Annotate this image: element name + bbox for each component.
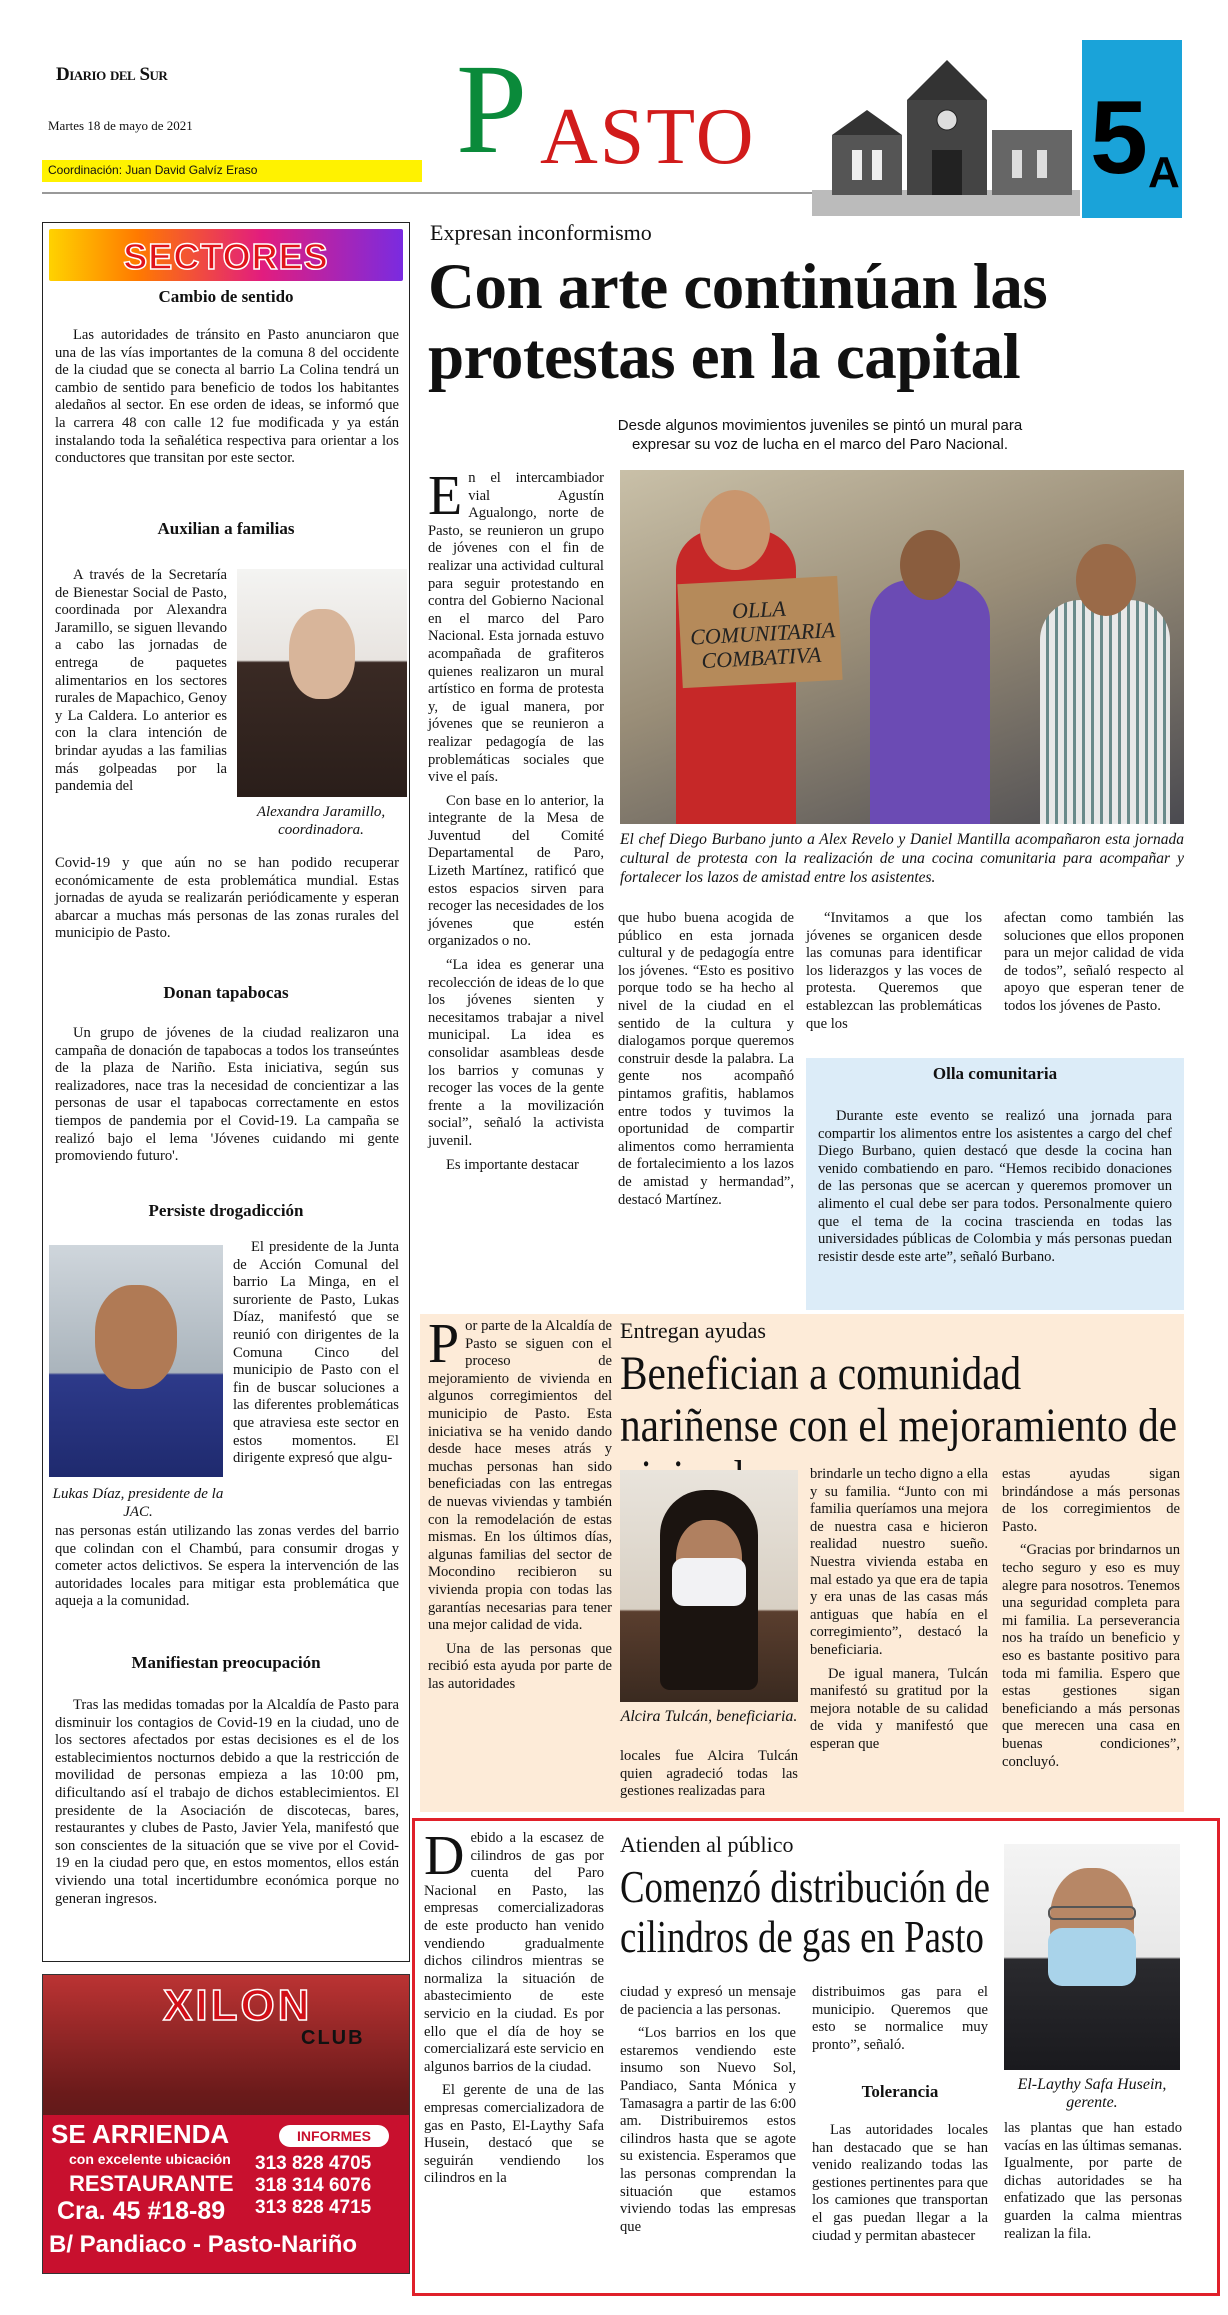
protest-caption: El chef Diego Burbano junto a Alex Revelo y Daniel Mantilla acompañaron esta jornada cultural de protesta con la realización de una cocina comunitaria para acompañar y fortalecer los lazos de amistad entre los asistentes. (620, 831, 1184, 886)
story2-col2-p1: brindarle un techo digno a ella y su familia. “Junto con mi familia queríamos una mejora de nuestra casa e hicieron realidad nuestro sueño. Nuestra vivienda estaba en mal estado ya que era de tapia y era unas de las casas más antiguas que había en el corregimiento”, destacó la beneficiaria. (810, 1466, 988, 1658)
xilon-ad (42, 1974, 410, 2274)
husein-caption: El-Laythy Safa Husein, gerente. (1017, 2076, 1167, 2111)
main-deck: Desde algunos movimientos juveniles se pintó un mural para expresar su voz de lucha en el marco del Paro Nacional. (617, 417, 1023, 453)
main-col1-p4: Es importante destacar (446, 1156, 579, 1173)
main-col1-p3: “La idea es generar una recolección de ideas de lo que los jóvenes sienten y necesitamos trabajar a nivel municipal. La idea es consolidar asambleas desde los barrios y comunas y recoger las voces de la gente frente a la movilización social”, señaló la activista juvenil. (428, 957, 604, 1149)
story2-col3 (1002, 1466, 1180, 1777)
olla-box-body (818, 1108, 1172, 1272)
header (0, 0, 1228, 215)
story3-col4-text: las plantas que han estado vacías en las últimas semanas. Igualmente, por parte de dichas autoridades se ha enfatizado que las personas guarden la calma mientras realizan la fila. (1004, 2120, 1182, 2242)
cathedral-illustration (812, 40, 1080, 216)
sidebar-s4-title: Persiste drogadicción (148, 1201, 304, 1220)
sidebar-s5-text: Tras las medidas tomadas por la Alcaldía de Pasto para disminuir los contagios de Covid-19 en la ciudad, uno de los sectores afectados por estas decisiones es el de los establecimientos nocturnos debido a que la restricción de movilidad de personas empieza a las 10:00 pm, dificultando así el trabajo de dichos establecimientos. El presidente de la Asociación de discotecas, bares, restaurantes y clubes de Pasto, Javier Yela, manifestó que son conscientes de la situación que se vive por el Covid-19 en la ciudad pero que, en estos momentos, ellos están viviendo una total incertidumbre económica porque no generan ingresos. (55, 1697, 399, 1907)
husein-photo (1004, 1844, 1180, 2070)
jaramillo-photo (237, 569, 407, 797)
sectores-banner-text: SECTORES (123, 236, 329, 277)
ad-line2: con excelente ubicación (69, 2151, 231, 2167)
story3-col2-p2: “Los barrios en los que estaremos vendiendo este insumo son Nuevo Sol, Pandiaco, Santa Mónica y Tamasagra a partir de las 6:00 am. Distribuiremos estos cilindros hasta que se agote su existencia. Esperamos que las personas comprendan la situación que estamos viviendo todas las empresas que (620, 2025, 796, 2235)
story2-col2-p2: De igual manera, Tulcán manifestó su gratitud por la mejora notable de su calidad de vida y manifestó que esperan que (810, 1665, 988, 1752)
story3-kicker: Atienden al público (620, 1832, 794, 1857)
tulcan-caption: Alcira Tulcán, beneficiaria. (620, 1708, 798, 1725)
sidebar-s1-body (55, 327, 399, 474)
ad-club-name: XILON (163, 1981, 313, 2030)
section-title-text: ASTO (540, 93, 756, 181)
story3-col2-p1: ciudad y expresó un mensaje de paciencia a las personas. (620, 1984, 796, 2018)
paper-name: Diario del Sur (56, 64, 168, 85)
sidebar-s1-title: Cambio de sentido (158, 287, 294, 306)
sidebar-s2-text1: A través de la Secretaría de Bienestar Social de Pasto, coordinada por Alexandra Jaramillo, se siguen llevando a cabo las jornadas de entrega de paquetes alimentarios en los sectores rurales de Mapachico, Genoy y La Caldera. Lo anterior es con la clara intención de brindar ayudas a las familias más golpeadas por la pandemia del (55, 567, 227, 795)
olla-box-title: Olla comunitaria (932, 1064, 1058, 1083)
ad-informes: INFORMES (279, 2125, 389, 2147)
main-col1-text: n el intercambiador vial Agustín Agualongo, norte de Pasto, se reunieron un grupo de jóvenes con el fin de realizar una actividad cultural para seguir protestando en contra del Gobierno Nacional en el marco del Paro Nacional. Esta jornada estuvo acompañada de grafiteros quienes realizaron un mural artístico en forma de protesta y, de igual manera, por jóvenes que se reunieron a realizar pedagogía de las problemáticas sociales que vive el país. (428, 470, 604, 786)
story3-col3 (812, 1984, 988, 2060)
jaramillo-caption: Alexandra Jaramillo, coordinadora. (256, 804, 386, 838)
ad-phone-1: 313 828 4705 (255, 2153, 372, 2174)
story2-col1-p2: Una de las personas que recibió esta ayuda por parte de las autoridades (428, 1640, 612, 1692)
story3-subhead: Tolerancia (861, 2082, 939, 2101)
person-plaid-head (1076, 544, 1136, 616)
story2-col2 (810, 1466, 988, 1760)
story3-col3-p1: distribuimos gas para el municipio. Queremos que esto se normalice muy pronto”, señaló. (812, 1984, 988, 2053)
story3-col1-text: ebido a la escasez de cilindros de gas por cuenta del Paro Nacional en Pasto, las empresas comercializadoras de este producto han venido vendiendo gradualmente dichos cilindros mientras se normaliza la situación de abastecimiento de este servicio en la ciudad. Es por ello que el día de hoy se comercializará este servicio en algunos barrios de la ciudad. (424, 1830, 604, 2075)
sidebar-s4-text1: El presidente de la Junta de Acción Comunal del barrio La Minga, en el suroriente de Pasto, Lukas Díaz, manifestó que se reunió con dirigentes de la Comuna Cinco del municipio de Pasto con el fin de buscar soluciones a las diferentes problemáticas que atraviesa este sector en estos momentos. El dirigente expresó que algu- (233, 1239, 399, 1467)
person-plaid (1040, 600, 1170, 824)
sidebar-s4-body (233, 1239, 399, 1474)
sidebar-s2-body (55, 567, 227, 802)
main-col3 (806, 910, 982, 1039)
ad-phone-2: 318 314 6076 (255, 2175, 372, 2196)
chef-head (700, 490, 770, 570)
main-col4-text: afectan como también las soluciones que ellos proponen para un mejor calidad de vida de todos”, señaló respecto al apoyo que esperan tener de todos los jóvenes de Pasto. (1004, 910, 1184, 1014)
sidebar-s5-title: Manifiestan preocupación (131, 1653, 321, 1672)
sidebar-s3-body (55, 1025, 399, 1172)
page-number: 5 (1090, 80, 1148, 196)
sidebar-s2-body2 (55, 855, 399, 949)
coordination-text: Coordinación: Juan David Galvíz Eraso (48, 163, 258, 177)
person-purple (870, 580, 990, 824)
sidebar-s1-text: Las autoridades de tránsito en Pasto anunciaron que una de las vías importantes de la comuna 8 del occidente de la ciudad que se conecta al barrio La Colina tendrá un cambio de sentido para beneficio de todos los habitantes aledaños al sector. En ese orden de ideas, se informó que la carrera 48 con calle 12 fue modificada y ya están instalando toda la señalética respectiva para orientar a los conductores que transitan por este sector. (55, 327, 399, 467)
jaramillo-face (289, 609, 355, 699)
story2-col3-p1: estas ayudas sigan brindándose a más personas de los corregimientos de Pasto. (1002, 1466, 1180, 1535)
story3-headline: Comenzó distribución de cilindros de gas en Pasto (620, 1861, 990, 1962)
diaz-face (95, 1285, 177, 1389)
main-col4 (1004, 910, 1184, 1022)
main-col2 (618, 910, 794, 1215)
story2-under-photo-text: locales fue Alcira Tulcán quien agradeció todas las gestiones realizadas para (620, 1748, 798, 1800)
section-title-initial: P (456, 38, 528, 180)
protest-photo (620, 470, 1184, 824)
main-col1-p1 (428, 465, 604, 787)
story3-col3b-text: Las autoridades locales han destacado que se han venido realizando todas las gestiones pertinentes para que los camiones que transportan el gas puedan llegar a la ciudad y permitan abastecer (812, 2122, 988, 2244)
coordination-bar (42, 160, 422, 182)
tulcan-mask (672, 1558, 746, 1606)
story3-col3b (812, 2122, 988, 2251)
story2-kicker: Entregan ayudas (620, 1318, 766, 1343)
husein-mask (1048, 1928, 1136, 1986)
main-col1-p2: Con base en lo anterior, la integrante de la Mesa de Juventud del Comité Departamental de Paro, Lizeth Martínez, ratificó que estos espacios sirven para recoger las necesidades de los jóvenes que estén organizados o no. (428, 792, 604, 950)
main-headline: Con arte continúan las protestas en la capital (428, 251, 1048, 393)
story2-col1-text: or parte de la Alcaldía de Pasto se siguen con el proceso de mejoramiento de vivienda en algunos corregimientos del municipio de Pasto. Esta iniciativa se ha venido dando desde hace meses atrás y muchas personas han sido beneficiadas con las entregas de nuevas viviendas y también con la remodelación de estas mismas. En los últimos días, algunas familias del sector de Mocondino recibieron su vivienda propia con todas las garantías necesarias para tener una mejor calidad de vida. (428, 1318, 612, 1634)
cardboard-sign (677, 576, 842, 688)
main-kicker: Expresan inconformismo (430, 220, 652, 245)
ad-phone-3: 313 828 4715 (255, 2197, 372, 2218)
sidebar-s4-text2: nas personas están utilizando las zonas verdes del barrio que colindan con el Chambú, para consumir drogas y cometer actos delictivos. Se espera la intervención de las autoridades locales para mitigar esta problemática que aqueja a la comunidad. (55, 1523, 399, 1610)
page-letter: A (1148, 148, 1180, 197)
section-title (540, 92, 755, 218)
story2-col1 (428, 1313, 612, 1699)
main-dropcap: E (428, 465, 463, 527)
sidebar-s2-text2: Covid-19 y que aún no se han podido recuperar económicamente de esta problemática mundial. Estas jornadas de ayuda se realizarán periódicamente y esperan abarcar a muchas más personas de las zonas rurales del municipio de Pasto. (55, 855, 399, 942)
sidebar-s2-title: Auxilian a familias (157, 519, 295, 538)
ad-line3: RESTAURANTE (69, 2171, 234, 2196)
sidebar-s3-text: Un grupo de jóvenes de la ciudad realizaron una campaña de donación de tapabocas a todos los transeúntes de la plaza de Nariño. Esta iniciativa, según sus realizadores, nace tras la necesidad de concientizar a las personas de usar el tapabocas correctamente en estos tiempos de pandemia por el Covid-19. La campaña se realizó bajo el lema 'Jóvenes cuidando mi gente promoviendo futuro'. (55, 1025, 399, 1165)
diaz-photo (49, 1245, 223, 1477)
ad-line5: B/ Pandiaco - Pasto-Nariño (49, 2231, 358, 2258)
diaz-caption: Lukas Díaz, presidente de la JAC. (52, 1486, 224, 1520)
main-col1 (428, 465, 604, 1180)
olla-box-text: Durante este evento se realizó una jornada para compartir los alimentos entre los asistentes a cargo del chef Diego Burbano, quien destacó que desde la cocina han venido combatiendo en paro. “Hemos recibido donaciones de las personas que se acercan y queremos promover un alimento el cual debe ser para todos. Personalmente quiero que el tema de la cocina trascienda en todas las universidades públicas de Colombia y más personas puedan resistir desde este arte”, señaló Burbano. (818, 1108, 1172, 1265)
issue-date: Martes 18 de mayo de 2021 (48, 118, 193, 133)
story3-col2 (620, 1984, 796, 2242)
olla-box (806, 1058, 1184, 1310)
ad-line1: SE ARRIENDA (51, 2119, 230, 2149)
husein-glasses (1048, 1906, 1136, 1920)
sidebar-s3-title: Donan tapabocas (163, 983, 289, 1002)
story3-dropcap: D (424, 1825, 465, 1887)
story3-col1 (424, 1825, 604, 2194)
ad-club-sub: CLUB (301, 2027, 365, 2049)
sidebar (42, 222, 410, 1962)
sectores-banner (49, 229, 403, 281)
tulcan-photo (620, 1470, 798, 1702)
story2-col3-p2: “Gracias por brindarnos un techo seguro y eso es muy alegre para nosotros. Tenemos una seguridad completa para mi familia. La perseverancia nos ha traído un beneficio y eso es bastante positivo para toda mi familia. Espero que estas gestiones sigan beneficiando a más personas que merecen una casa en buenas condiciones”, concluyó. (1002, 1542, 1180, 1770)
story2-under-photo (620, 1748, 798, 1807)
sidebar-s4-body2 (55, 1523, 399, 1617)
ad-line4: Cra. 45 #18-89 (57, 2197, 226, 2225)
story3-col1-p2: El gerente de una de las empresas comercializadora de gas en Pasto, El-Laythy Safa Husein, destacó que se seguirán vendiendo los cilindros en la (424, 2082, 604, 2187)
story2-headline: Benefician a comunidad nariñense con el mejoramiento de (620, 1347, 1178, 1452)
main-col3-text: “Invitamos a que los jóvenes se organicen desde las comunas para identificar los liderazgos y las voces de protesta. Queremos que establezcan las problemáticas que los (806, 910, 982, 1032)
main-col2-text: que hubo buena acogida de público en esta jornada cultural y de pedagogía entre los jóvenes. “Esto es positivo porque todo se ha hecho al nivel de la ciudad en el sentido de la cultura y dialogamos porque queremos construir desde la palabra. La gente nos acompañó pintamos grafitis, hablamos entre todos y tuvimos la oportunidad de compartir alimentos como herramienta de fortalecimiento a los lazos de amistad y hermandad”, destacó Martínez. (618, 910, 794, 1208)
story3-col4 (1004, 2120, 1182, 2249)
person-purple-head (900, 530, 960, 600)
sidebar-s5-body (55, 1697, 399, 1914)
sign-text: OLLA COMUNITARIA COMBATIVA (689, 595, 836, 674)
story2-col1-p1 (428, 1313, 612, 1635)
page-number-box (1082, 40, 1182, 218)
story3-col1-p1 (424, 1825, 604, 2076)
story2-dropcap: P (428, 1313, 460, 1375)
